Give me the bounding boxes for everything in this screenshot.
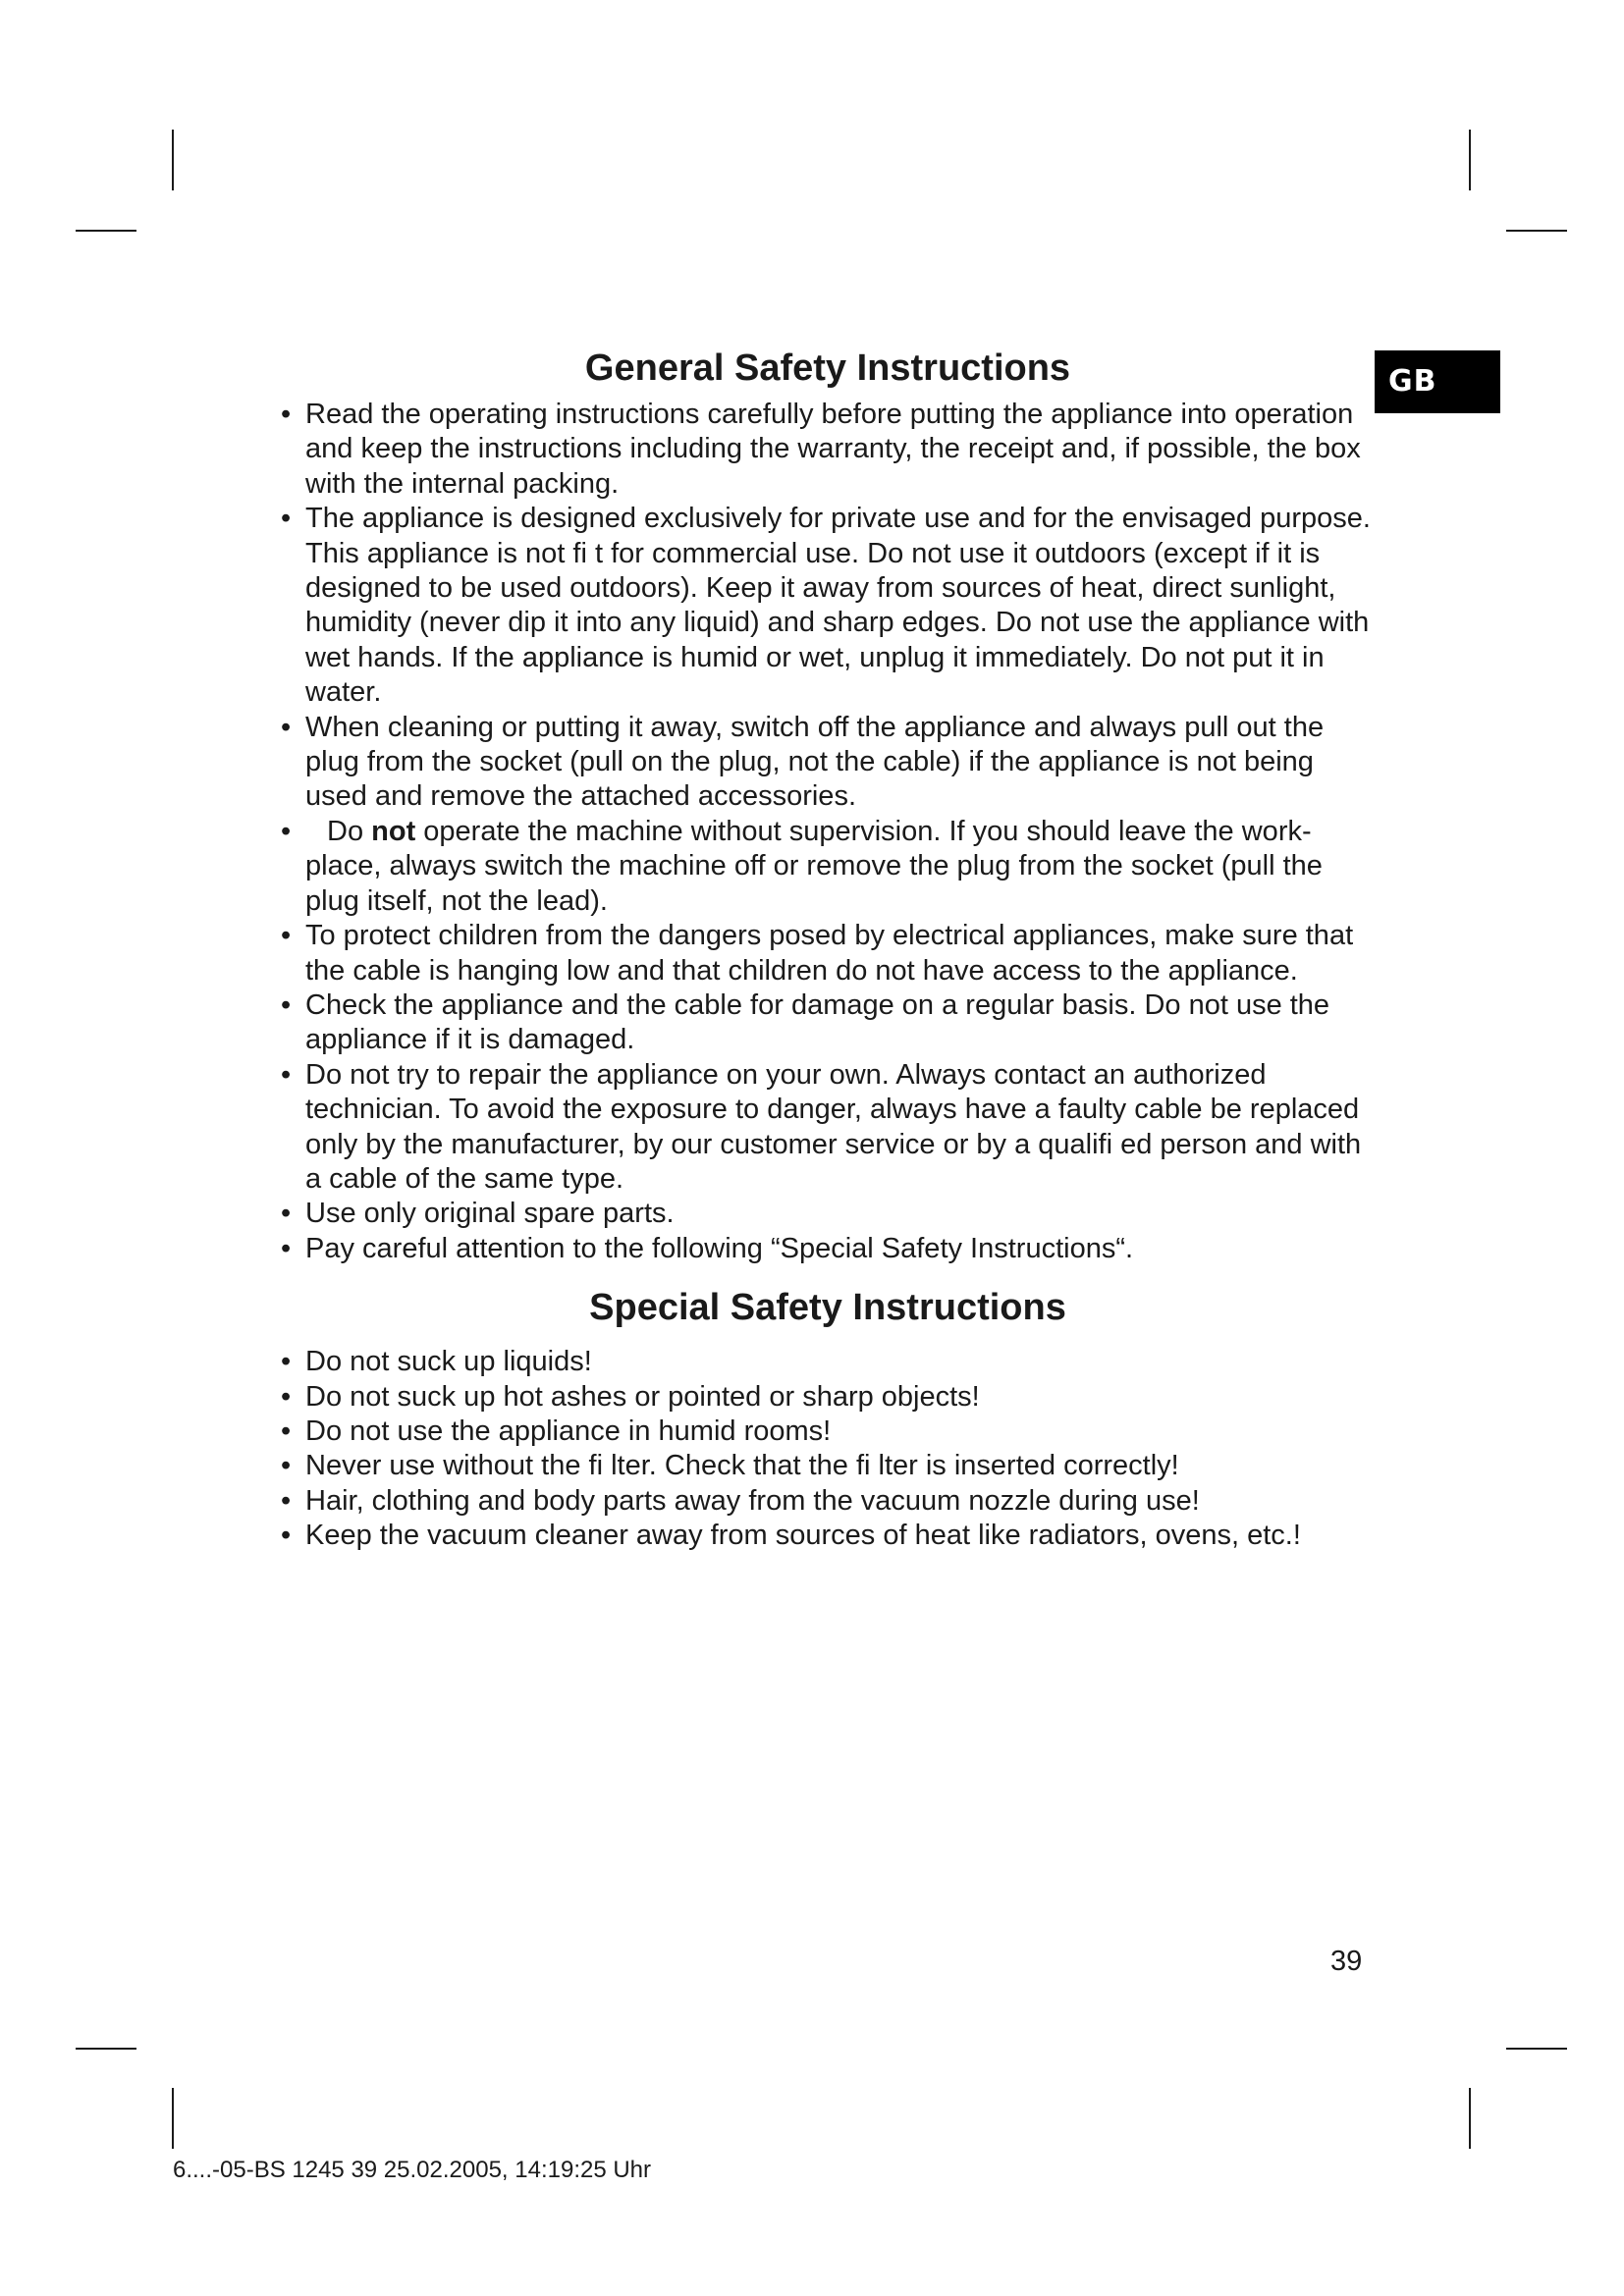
- list-item: [253, 919, 1373, 988]
- bullet: •: [281, 711, 292, 743]
- page-number: 39: [1330, 1946, 1363, 1977]
- list-item: [253, 988, 1373, 1058]
- general-safety-list: [253, 398, 1373, 1266]
- list-item: [253, 1345, 1373, 1379]
- bullet: •: [281, 1346, 292, 1378]
- crop-mark-top-right-vertical: [1469, 130, 1471, 190]
- list-item: [253, 502, 1373, 710]
- list-item-text: operate the machine without supervision. If you should leave the work-place, always switch the machine off or remove the plug from the socket (pull the plug itself, not the lead).: [305, 815, 1323, 917]
- print-footer: 6....-05-BS 1245 39 25.02.2005, 14:19:25 Uhr: [173, 2157, 652, 2183]
- list-item: [253, 815, 1373, 919]
- crop-mark-bottom-left-vertical: [172, 2088, 174, 2149]
- list-item-text: Use only original spare parts.: [305, 1198, 675, 1230]
- crop-mark-bottom-right-vertical: [1469, 2088, 1471, 2149]
- crop-mark-bottom-left-horizontal: [76, 2048, 136, 2050]
- list-item-text: Do not use the appliance in humid rooms!: [305, 1415, 832, 1447]
- list-item: [253, 1232, 1373, 1266]
- special-safety-title: Special Safety Instructions: [589, 1287, 1066, 1329]
- page-content: [253, 339, 1373, 1554]
- bullet: •: [281, 1520, 292, 1552]
- bullet: •: [281, 920, 292, 952]
- list-item-text: To protect children from the dangers posed by electrical appliances, make sure that the cable is hanging low and that children do not have access to the appliance.: [305, 920, 1354, 987]
- list-item-text: Keep the vacuum cleaner away from sources of heat like radiators, ovens, etc.!: [305, 1520, 1301, 1552]
- list-item: [253, 1058, 1373, 1198]
- list-item-text: Hair, clothing and body parts away from the vacuum nozzle during use!: [305, 1484, 1200, 1517]
- crop-mark-bottom-right-horizontal: [1506, 2048, 1567, 2050]
- list-item-text: The appliance is designed exclusively for private use and for the envisaged purpose. This appliance is not fi t for commercial use. Do not use it outdoors (except if it is designed to be used outdoors). Keep it away from sources of heat, direct sunlight, humidity (never dip it into any liquid) and sharp edges. Do not use the appliance with wet hands. If the appliance is humid or wet, unplug it immediately. Do not put it in water.: [305, 503, 1371, 709]
- list-item-text: Pay careful attention to the following “Special Safety Instructions“.: [305, 1232, 1134, 1264]
- list-item: [253, 711, 1373, 815]
- list-item-text: When cleaning or putting it away, switch off the appliance and always pull out the plug from the socket (pull on the plug, not the cable) if the appliance is not being used and remove the attached accessories.: [305, 711, 1325, 813]
- bullet: •: [281, 1232, 292, 1264]
- bullet: •: [281, 1484, 292, 1517]
- list-item: [253, 1449, 1373, 1483]
- bullet: •: [281, 1415, 292, 1447]
- special-safety-list: [253, 1345, 1373, 1553]
- list-item-emphasis: not: [371, 815, 416, 847]
- list-item: [253, 1519, 1373, 1553]
- bullet: •: [281, 1450, 292, 1482]
- list-item-prefix: Do: [327, 815, 372, 847]
- bullet: •: [281, 1380, 292, 1413]
- bullet: •: [281, 399, 292, 430]
- list-item: [253, 1380, 1373, 1415]
- list-item-text: Read the operating instructions carefully before putting the appliance into operation and keep the instructions including the warranty, the receipt and, if possible, the box with the internal packing.: [305, 399, 1361, 500]
- list-item: [253, 398, 1373, 502]
- list-item-text: Do not suck up hot ashes or pointed or sharp objects!: [305, 1380, 980, 1413]
- list-item: [253, 1484, 1373, 1519]
- list-item-text: Never use without the fi lter. Check that the fi lter is inserted correctly!: [305, 1450, 1179, 1482]
- bullet: •: [281, 503, 292, 535]
- bullet: •: [281, 988, 292, 1021]
- list-item-text: Do not suck up liquids!: [305, 1346, 592, 1378]
- crop-mark-top-left-horizontal: [76, 230, 136, 232]
- language-tab-gb: GB: [1375, 350, 1500, 413]
- list-item: [253, 1197, 1373, 1231]
- bullet: •: [281, 1058, 292, 1091]
- list-item: [253, 1415, 1373, 1449]
- general-safety-title: General Safety Instructions: [584, 347, 1071, 389]
- list-item-text: Check the appliance and the cable for damage on a regular basis. Do not use the appliance if it is damaged.: [305, 988, 1330, 1056]
- bullet: •: [281, 815, 292, 847]
- list-item-text: Do not try to repair the appliance on your own. Always contact an authorized technician. To avoid the exposure to danger, always have a faulty cable be replaced only by the manufacturer, by our customer service or by a qualifi ed person and with a cable of the same type.: [305, 1058, 1362, 1195]
- crop-mark-top-left-vertical: [172, 130, 174, 190]
- crop-mark-top-right-horizontal: [1506, 230, 1567, 232]
- bullet: •: [281, 1198, 292, 1230]
